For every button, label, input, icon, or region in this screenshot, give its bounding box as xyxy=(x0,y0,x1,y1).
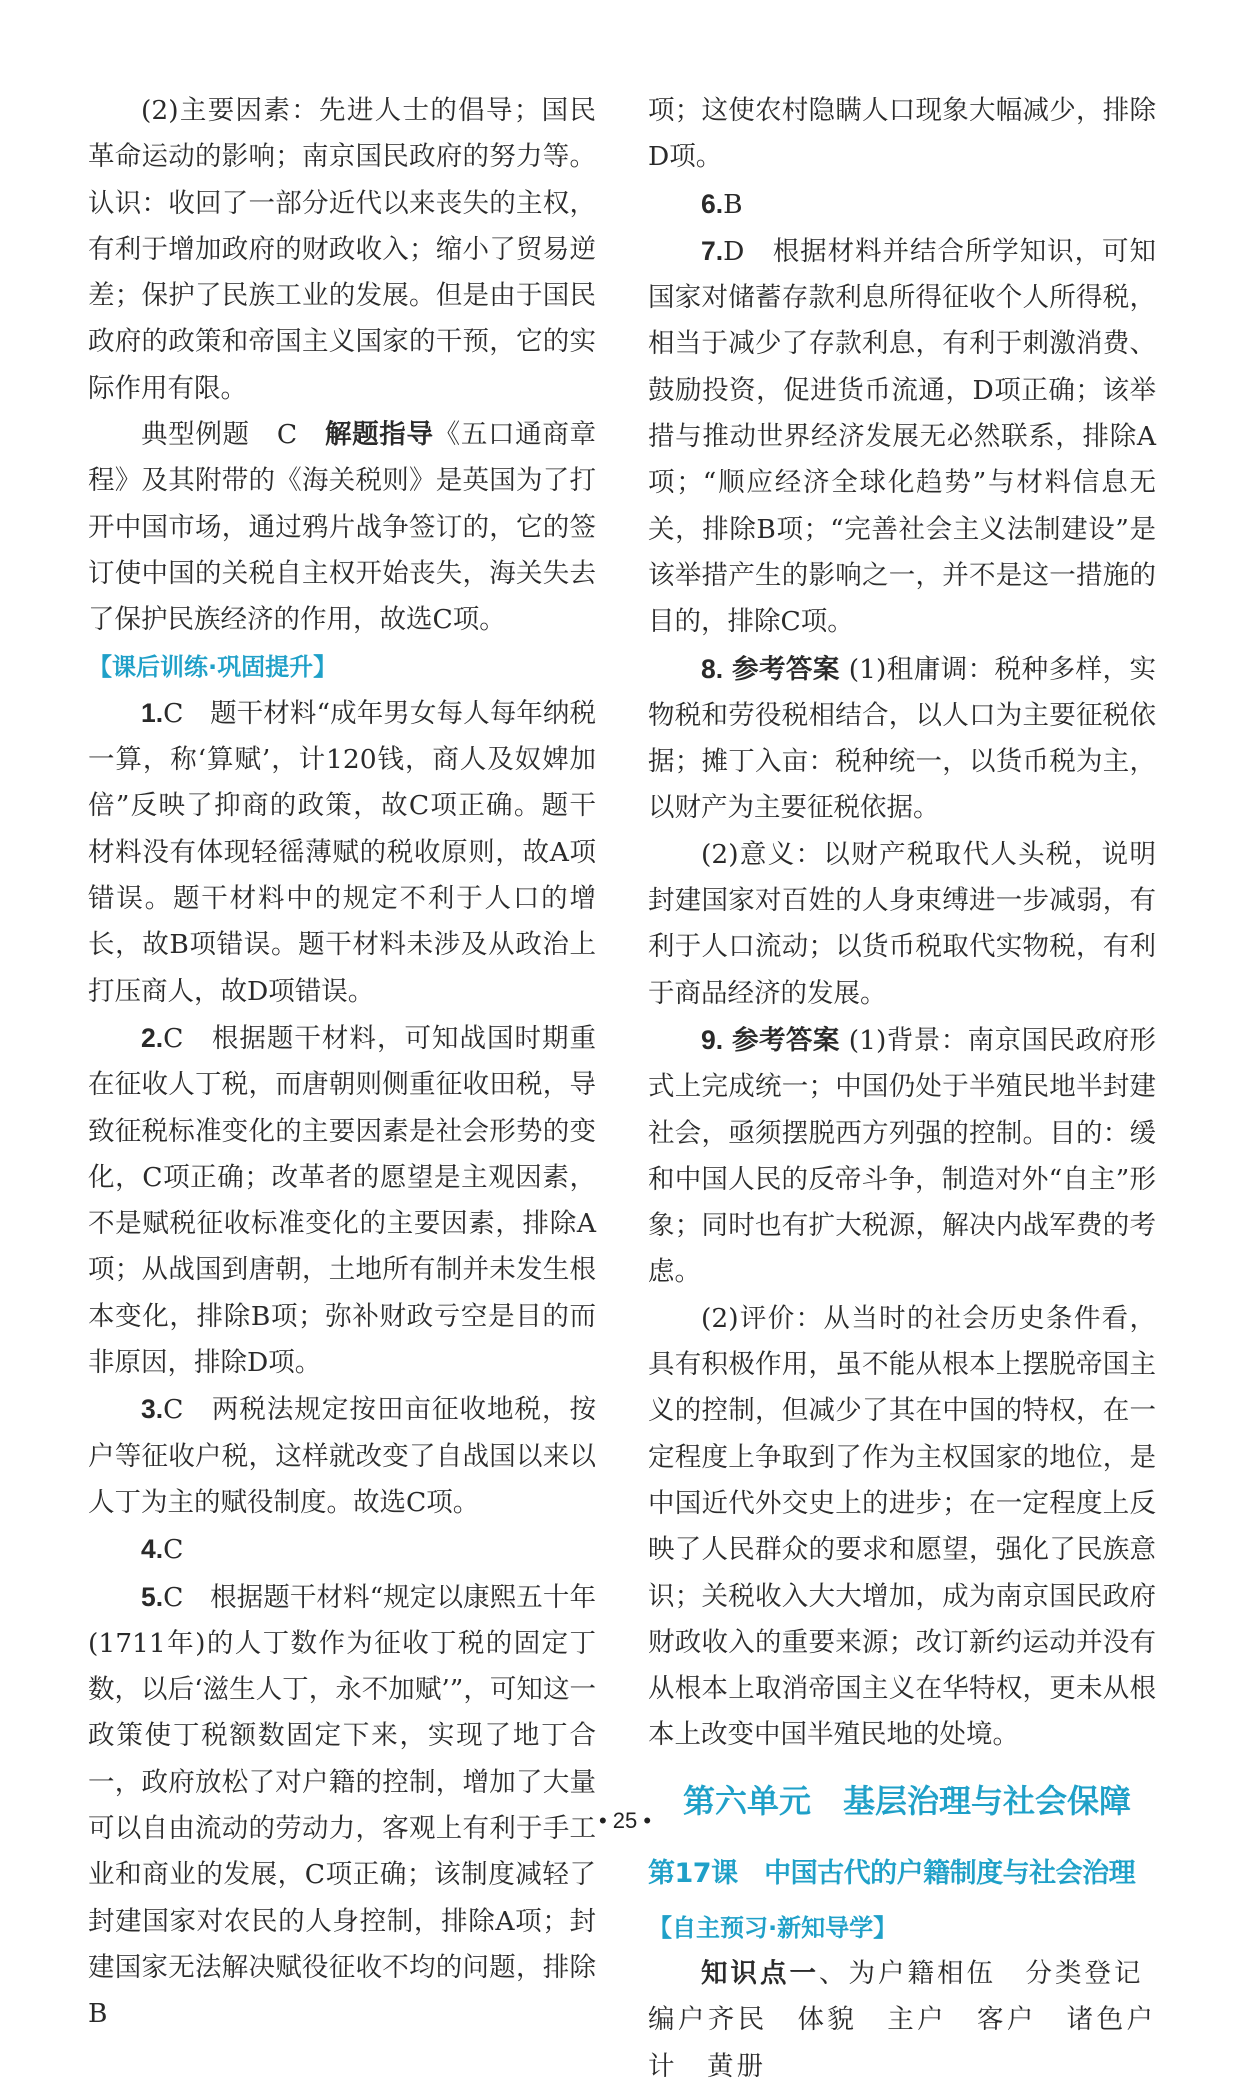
question-7 xyxy=(648,228,1156,646)
question-gap xyxy=(723,654,732,685)
solution-guide-label: 解题指导 xyxy=(324,419,434,451)
question-text: C 根据题干材料，可知战国时期重在征收人丁税，而唐朝则侧重征收田税，导致征税标准变化的主要因素是社会形势的变化，C项正确；改革者的愿望是主观因素，不是赋税征收标准变化的主要因素，排除A项；从战国到唐朝，土地所有制并未发生根本变化，排除B项；弥补财政亏空是目的而非原因，排除D项。 xyxy=(88,1022,596,1379)
right-column xyxy=(648,88,1156,2090)
question-1 xyxy=(88,690,596,1015)
question-5 xyxy=(88,1574,596,2038)
question-gap xyxy=(723,1025,732,1056)
knowledge-point-text: 、为户籍相伍 分类登记 xyxy=(819,1957,1144,1989)
continued-text: 项；这使农村隐瞒人口现象大幅减少，排除D项。 xyxy=(648,95,1156,173)
question-9-part-2: (2)评价：从当时的社会历史条件看，具有积极作用，虽不能从根本上摆脱帝国主义的控制，但减少了其在中国的特权，在一定程度上争取到了作为主权国家的地位，是中国近代外交史上的进步；在一定程度上反映了人民群众的要求和愿望，强化了民族意识；关税收入大大增加，成为南京国民政府财政收入的重要来源；改订新约运动并没有从根本上取消帝国主义在华特权，更未从根本上改变中国半殖民地的处境。 xyxy=(648,1302,1156,1751)
unit-title: 第六单元 基层治理与社会保障 xyxy=(682,1781,1131,1820)
question-text: C 根据题干材料“规定以康熙五十年(1711年)的人丁数作为征收丁税的固定丁数，以后‘滋生人丁，永不加赋’”，可知这一政策使丁税额数固定下来，实现了地丁合一，政府放松了对户籍的控制，增加了大量可以自由流动的劳动力，客观上有利于手工业和商业的发展，C项正确；该制度减轻了封建国家对农民的人身控制，排除A项；封建国家无法解决赋役征收不均的问题，排除B xyxy=(88,1581,596,2030)
reference-answer-label: 参考答案 xyxy=(732,1024,840,1056)
question-gap xyxy=(840,654,849,685)
knowledge-point-label: 知识点一 xyxy=(701,1957,819,1989)
question-number: 7. xyxy=(701,235,724,266)
left-column xyxy=(88,88,596,2037)
question-text: C 两税法规定按田亩征收地税，按户等征收户税，这样就改变了自战国以来以人丁为主的赋役制度。故选C项。 xyxy=(88,1394,596,1518)
question-text: B xyxy=(723,188,743,220)
knowledge-point xyxy=(648,1951,1156,2090)
question-number: 8. xyxy=(701,653,724,684)
question-number: 1. xyxy=(141,697,164,728)
knowledge-point-line xyxy=(648,1951,1156,1997)
question-3 xyxy=(88,1386,596,1526)
question-9 xyxy=(648,1017,1156,1296)
question-4 xyxy=(88,1526,596,1573)
example-text: 《五口通商章程》及其附带的《海关税则》是英国为了打开中国市场，通过鸦片战争签订的，它的签订使中国的关税自主权开始丧失，海关失去了保护民族经济的作用，故选C项。 xyxy=(88,419,597,636)
reference-answer-label: 参考答案 xyxy=(732,653,840,685)
answer-paragraph: (2)主要因素：先进人士的倡导；国民革命运动的影响；南京国民政府的努力等。认识：收回了一部分近代以来丧失的主权，有利于增加政府的财政收入；缩小了贸易逆差；保护了民族工业的发展。但是由于国民政府的政策和帝国主义国家的干预，它的实际作用有限。 xyxy=(88,95,596,404)
page-number: • 25 • xyxy=(598,1808,652,1833)
question-8 xyxy=(648,646,1156,832)
section-heading: 【课后训练·巩固提升】 xyxy=(88,652,338,681)
question-number: 5. xyxy=(141,1581,164,1612)
question-text: D 根据材料并结合所学知识，可知国家对储蓄存款利息所得征收个人所得税，相当于减少了存款利息，有利于刺激消费、鼓励投资，促进货币流通，D项正确；该举措与推动世界经济发展无必然联系，排除A项；“顺应经济全球化趋势”与材料信息无关，排除B项；“完善社会主义法制建设”是该举措产生的影响之一，并不是这一措施的目的，排除C项。 xyxy=(648,235,1156,638)
lesson-title: 第17课 中国古代的户籍制度与社会治理 xyxy=(648,1857,1136,1889)
knowledge-point-line: 编户齐民 体貌 主户 客户 诸色户计 黄册 xyxy=(648,2004,1156,2082)
example-label: 典型例题 C xyxy=(141,419,325,451)
question-gap xyxy=(840,1025,849,1056)
question-6 xyxy=(648,181,1156,228)
question-2 xyxy=(88,1015,596,1386)
question-number: 6. xyxy=(701,188,724,219)
question-number: 9. xyxy=(701,1024,724,1055)
question-text: (1)租庸调：税种多样，实物税和劳役税相结合，以人口为主要征税依据；摊丁入亩：税种统一，以货币税为主，以财产为主要征税依据。 xyxy=(648,653,1156,824)
question-number: 4. xyxy=(141,1534,164,1565)
question-text: C 题干材料“成年男女每人每年纳税一算，称‘算赋’，计120钱，商人及奴婢加倍”反映了抑商的政策，故C项正确。题干材料没有体现轻徭薄赋的税收原则，故A项错误。题干材料中的规定不利于人口的增长，故B项错误。题干材料未涉及从政治上打压商人，故D项错误。 xyxy=(88,697,596,1007)
question-text: (1)背景：南京国民政府形式上完成统一；中国仍处于半殖民地半封建社会，亟须摆脱西方列强的控制。目的：缓和中国人民的反帝斗争，制造对外“自主”形象；同时也有扩大税源，解决内战军费的考虑。 xyxy=(648,1024,1156,1288)
section-heading: 【自主预习·新知导学】 xyxy=(648,1913,898,1942)
question-number: 2. xyxy=(141,1022,164,1053)
example-paragraph xyxy=(88,412,596,643)
question-8-part-2: (2)意义：以财产税取代人头税，说明封建国家对百姓的人身束缚进一步减弱，有利于人口流动；以货币税取代实物税，有利于商品经济的发展。 xyxy=(648,838,1156,1009)
question-text: C xyxy=(163,1534,184,1566)
question-number: 3. xyxy=(141,1394,164,1425)
